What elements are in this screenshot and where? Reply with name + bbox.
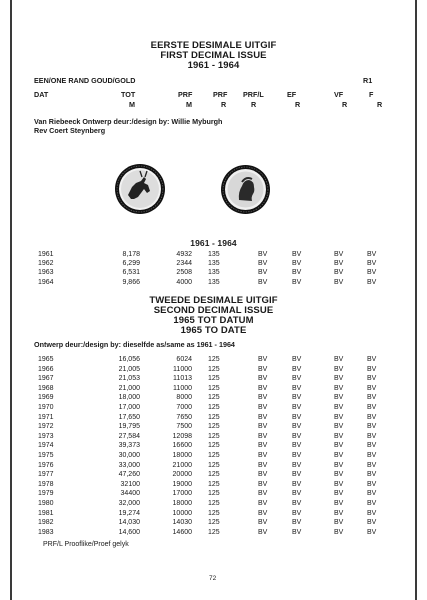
row-cell: 18,000	[118, 394, 140, 402]
row-cell: BV	[258, 278, 268, 286]
row-cell: BV	[258, 442, 268, 450]
row-cell: BV	[292, 500, 302, 507]
row-cell: BV	[258, 384, 268, 392]
row-cell: BV	[258, 452, 268, 459]
row-cell: 17,000	[118, 404, 140, 411]
row-cell: 2344	[176, 260, 192, 268]
row-cell: 125	[208, 432, 220, 440]
row-cell: 32100	[120, 480, 140, 488]
row-cell: 125	[208, 375, 220, 383]
row-cell: BV	[334, 452, 344, 459]
row-year: 1983	[38, 528, 54, 536]
row-cell: BV	[334, 423, 344, 431]
row-cell: 14030	[172, 519, 192, 527]
row-cell: BV	[334, 356, 344, 363]
row-cell: BV	[292, 356, 302, 363]
row-cell: 34400	[120, 490, 140, 498]
row-cell: 125	[208, 452, 220, 459]
row-cell: 125	[208, 384, 220, 392]
row-cell: BV	[292, 278, 302, 286]
row-cell: BV	[367, 490, 377, 498]
row-cell: BV	[292, 471, 302, 479]
row-cell: 125	[208, 394, 220, 402]
row-cell: 16,056	[118, 356, 140, 363]
row-year: 1977	[38, 471, 54, 479]
row-cell: BV	[367, 480, 377, 488]
row-cell: BV	[334, 278, 344, 286]
column-header-top: EF	[287, 90, 297, 99]
row-year: 1973	[38, 432, 54, 440]
row-cell: BV	[334, 413, 344, 421]
portrait-coin-icon	[220, 164, 271, 215]
column-header-top: F	[369, 90, 374, 99]
row-cell: BV	[334, 442, 344, 450]
row-cell: BV	[258, 490, 268, 498]
row-cell: BV	[258, 519, 268, 527]
row-cell: 6,531	[122, 269, 140, 277]
row-cell: BV	[334, 461, 344, 469]
column-header-top: PRF/L	[243, 90, 264, 99]
row-cell: BV	[334, 384, 344, 392]
row-year: 1967	[38, 375, 54, 383]
row-cell: BV	[334, 500, 344, 507]
row-cell: BV	[334, 509, 344, 517]
section1-heading: 1961 - 1964	[190, 238, 237, 248]
row-cell: BV	[367, 423, 377, 431]
row-cell: BV	[292, 480, 302, 488]
row-cell: BV	[334, 519, 344, 527]
row-cell: 4000	[176, 278, 192, 286]
row-cell: 125	[208, 356, 220, 363]
row-cell: BV	[292, 519, 302, 527]
row-year: 1961	[38, 251, 54, 258]
row-cell: 135	[208, 278, 220, 286]
row-cell: BV	[292, 423, 302, 431]
row-cell: BV	[292, 442, 302, 450]
row-cell: BV	[292, 490, 302, 498]
row-year: 1963	[38, 269, 54, 277]
row-cell: BV	[292, 509, 302, 517]
row-cell: 135	[208, 251, 220, 258]
title2-line1: TWEEDE DESIMALE UITGIF	[149, 295, 278, 306]
row-year: 1978	[38, 480, 54, 488]
column-header-top: PRF	[213, 90, 228, 99]
row-cell: BV	[367, 413, 377, 421]
row-cell: BV	[367, 471, 377, 479]
row-cell: BV	[258, 480, 268, 488]
row-cell: BV	[367, 278, 377, 286]
springbok-coin-icon	[114, 163, 166, 215]
row-cell: 16600	[172, 442, 192, 450]
row-cell: BV	[258, 471, 268, 479]
row-cell: 6024	[176, 356, 192, 363]
row-cell: 12098	[172, 432, 192, 440]
column-header-bottom: M	[186, 100, 192, 109]
row-cell: BV	[334, 528, 344, 536]
row-cell: BV	[258, 423, 268, 431]
row-year: 1971	[38, 413, 54, 421]
row-cell: BV	[367, 394, 377, 402]
row-cell: 2508	[176, 269, 192, 277]
row-cell: 125	[208, 461, 220, 469]
row-cell: 7650	[176, 413, 192, 421]
row-cell: BV	[258, 413, 268, 421]
row-cell: 39,373	[118, 442, 140, 450]
row-cell: BV	[292, 413, 302, 421]
row-cell: 47,260	[118, 471, 140, 479]
row-cell: BV	[292, 528, 302, 536]
row-cell: BV	[367, 432, 377, 440]
row-cell: 17000	[172, 490, 192, 498]
row-cell: BV	[292, 251, 302, 258]
design-reverse: Rev Coert Steynberg	[34, 126, 106, 135]
row-cell: BV	[367, 365, 377, 373]
row-cell: 6,299	[122, 260, 140, 268]
title2-line4: 1965 TO DATE	[180, 325, 247, 336]
row-year: 1966	[38, 365, 54, 373]
row-cell: BV	[367, 269, 377, 277]
row-cell: 125	[208, 365, 220, 373]
row-cell: BV	[292, 269, 302, 277]
row-cell: 11000	[173, 365, 192, 373]
row-year: 1968	[38, 384, 54, 392]
coin-reverse	[220, 164, 271, 215]
row-cell: BV	[258, 404, 268, 411]
row-cell: BV	[258, 269, 268, 277]
row-cell: BV	[292, 452, 302, 459]
row-cell: 125	[208, 490, 220, 498]
row-cell: BV	[334, 260, 344, 268]
denomination-label: EEN/ONE RAND GOUD/GOLD	[34, 76, 136, 85]
row-cell: 18000	[172, 500, 192, 507]
row-cell: BV	[334, 375, 344, 383]
row-year: 1972	[38, 423, 54, 431]
design-credit: Van Riebeeck Ontwerp deur:/design by: Willie Myburgh	[34, 117, 223, 126]
row-year: 1970	[38, 404, 54, 411]
row-cell: BV	[367, 356, 377, 363]
row-cell: 21,005	[118, 365, 140, 373]
row-cell: BV	[367, 442, 377, 450]
row-year: 1981	[38, 509, 54, 517]
row-cell: 21,000	[118, 384, 140, 392]
row-year: 1980	[38, 500, 54, 507]
row-cell: 135	[208, 269, 220, 277]
row-cell: 125	[208, 471, 220, 479]
row-year: 1969	[38, 394, 54, 402]
row-cell: 125	[208, 519, 220, 527]
title1-line3: 1961 - 1964	[187, 60, 240, 71]
row-cell: BV	[258, 500, 268, 507]
row-cell: BV	[334, 251, 344, 258]
row-cell: 17,650	[118, 413, 140, 421]
title2-line2: SECOND DECIMAL ISSUE	[153, 305, 274, 316]
row-cell: BV	[334, 404, 344, 411]
row-cell: BV	[292, 375, 302, 383]
column-header-bottom: R	[342, 100, 348, 109]
row-cell: 27,584	[118, 432, 140, 440]
title1-line2: FIRST DECIMAL ISSUE	[160, 50, 267, 61]
row-cell: 125	[208, 528, 220, 536]
row-year: 1982	[38, 519, 54, 527]
row-cell: 125	[208, 480, 220, 488]
row-cell: BV	[367, 404, 377, 411]
row-cell: BV	[258, 251, 268, 258]
row-cell: BV	[292, 365, 302, 373]
row-cell: BV	[258, 528, 268, 536]
row-cell: 14,030	[118, 519, 140, 527]
row-cell: 11000	[173, 384, 192, 392]
row-cell: BV	[258, 461, 268, 469]
column-header-bottom: R	[251, 100, 257, 109]
row-cell: BV	[292, 384, 302, 392]
coin-obverse	[114, 163, 166, 215]
row-cell: BV	[292, 394, 302, 402]
row-cell: BV	[334, 269, 344, 277]
row-cell: BV	[258, 375, 268, 383]
row-cell: BV	[292, 404, 302, 411]
row-cell: 14,600	[118, 528, 140, 536]
row-cell: BV	[292, 260, 302, 268]
column-header-top: DAT	[34, 90, 49, 99]
row-cell: BV	[367, 519, 377, 527]
row-cell: 14600	[172, 528, 192, 536]
row-cell: BV	[367, 251, 377, 258]
row-cell: BV	[334, 490, 344, 498]
row-cell: 7500	[176, 423, 192, 431]
row-cell: BV	[334, 365, 344, 373]
row-cell: 19,795	[118, 423, 140, 431]
row-cell: BV	[334, 471, 344, 479]
row-cell: BV	[258, 356, 268, 363]
row-year: 1976	[38, 461, 54, 469]
title2-line3: 1965 TOT DATUM	[173, 315, 254, 326]
row-cell: 125	[208, 413, 220, 421]
row-year: 1965	[38, 356, 54, 363]
row-cell: 33,000	[118, 461, 140, 469]
title1-line1: EERSTE DESIMALE UITGIF	[150, 40, 277, 51]
row-cell: 19,274	[118, 509, 140, 517]
row-cell: 135	[208, 260, 220, 268]
design2-credit: Ontwerp deur:/design by: dieselfde as/same as 1961 - 1964	[34, 340, 235, 349]
row-cell: BV	[258, 260, 268, 268]
footnote: PRF/L Prooflike/Proef gelyk	[43, 541, 129, 548]
denomination-r1: R1	[363, 76, 373, 85]
row-cell: BV	[367, 260, 377, 268]
column-header-bottom: R	[221, 100, 227, 109]
row-cell: 32,000	[118, 500, 140, 507]
row-cell: 9,866	[122, 278, 140, 286]
row-year: 1979	[38, 490, 54, 498]
row-year: 1962	[38, 260, 54, 268]
row-cell: BV	[367, 452, 377, 459]
column-header-bottom: M	[129, 100, 135, 109]
page-number: 72	[209, 575, 217, 582]
row-cell: BV	[367, 509, 377, 517]
row-cell: 4932	[176, 251, 192, 258]
row-cell: BV	[258, 365, 268, 373]
row-cell: 18000	[172, 452, 192, 459]
row-cell: BV	[367, 528, 377, 536]
row-cell: 11013	[173, 375, 192, 383]
row-cell: 7000	[176, 404, 192, 411]
row-cell: 8000	[176, 394, 192, 402]
row-year: 1974	[38, 442, 54, 450]
row-year: 1964	[38, 278, 54, 286]
row-cell: BV	[367, 384, 377, 392]
row-cell: BV	[367, 461, 377, 469]
row-cell: BV	[292, 432, 302, 440]
row-cell: 125	[208, 500, 220, 507]
row-cell: 125	[208, 423, 220, 431]
row-cell: 10000	[172, 509, 192, 517]
row-cell: BV	[258, 509, 268, 517]
row-cell: BV	[367, 375, 377, 383]
row-cell: BV	[258, 394, 268, 402]
row-cell: 21000	[172, 461, 192, 469]
row-cell: 8,178	[122, 251, 140, 258]
row-cell: BV	[334, 432, 344, 440]
column-header-top: VF	[334, 90, 344, 99]
row-cell: 125	[208, 509, 220, 517]
row-cell: BV	[334, 394, 344, 402]
row-cell: 125	[208, 442, 220, 450]
row-cell: 30,000	[118, 452, 140, 459]
row-cell: 21,053	[118, 375, 140, 383]
row-year: 1975	[38, 452, 54, 459]
row-cell: BV	[292, 461, 302, 469]
column-header-bottom: R	[377, 100, 383, 109]
column-header-bottom: R	[295, 100, 301, 109]
row-cell: BV	[334, 480, 344, 488]
row-cell: 125	[208, 404, 220, 411]
row-cell: BV	[258, 432, 268, 440]
row-cell: 19000	[172, 480, 192, 488]
row-cell: BV	[367, 500, 377, 507]
column-header-top: PRF	[178, 90, 193, 99]
row-cell: 20000	[172, 471, 192, 479]
column-header-top: TOT	[121, 90, 136, 99]
